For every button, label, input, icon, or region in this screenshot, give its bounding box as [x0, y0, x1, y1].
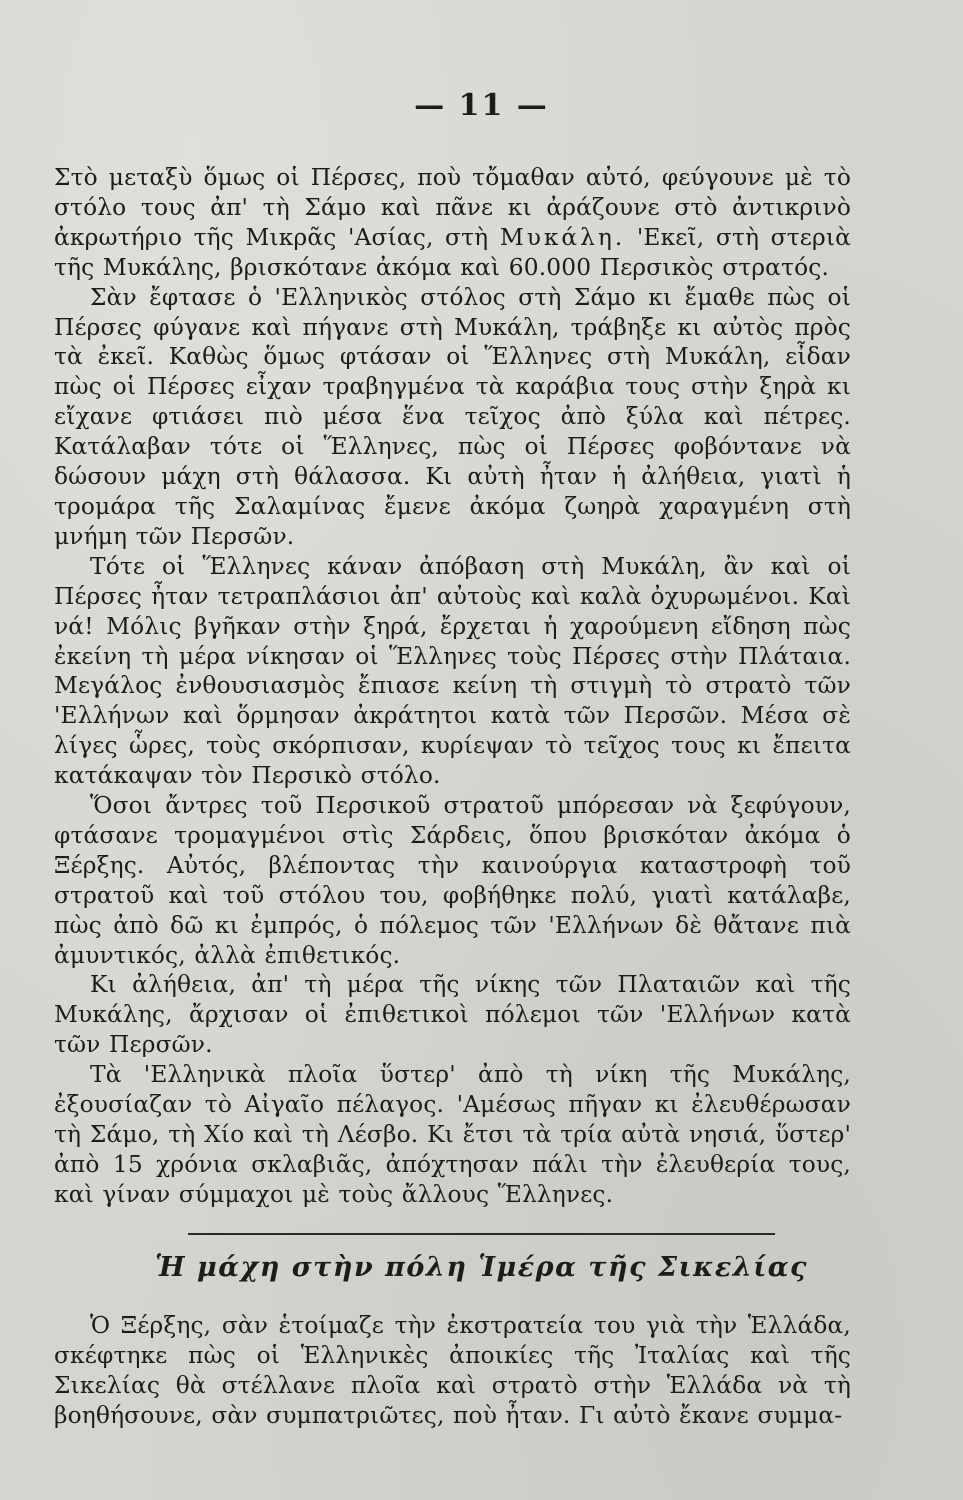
section-heading: Ἡ μάχη στὴν πόλη Ἱμέρα τῆς Σικελίας	[155, 1252, 808, 1283]
paragraph-3: Τότε οἱ Ἕλληνες κάναν ἀπόβαση στὴ Μυκάλη, ἂν καὶ οἱ Πέρσες ἦταν τετραπλάσιοι ἀπ' αὐτοὺς καὶ καλὰ ὀχυρωμένοι. Καὶ νά! Μόλις βγῆκαν στὴν ξηρά, ἔρχεται ἡ χαρούμενη εἴδηση πὼς ἐκείνη τὴ μέρα νίκησαν οἱ Ἕλληνες τοὺς Πέρσες στὴν Πλάταια. Μεγάλος ἐνθουσιασμὸς ἔπιασε κείνη τὴ στιγμὴ τὸ στρατὸ τῶν 'Ελλήνων καὶ ὅρμησαν ἀκράτητοι κατὰ τῶν Περσῶν. Μέσα σὲ λίγες ὧρες, τοὺς σκόρπισαν, κυρίεψαν τὸ τεῖχος τους κι ἔπειτα κατάκαψαν τὸν Περσικὸ στόλο.	[54, 552, 851, 790]
section-text	[54, 1311, 851, 1431]
paragraph-4: Ὅσοι ἄντρες τοῦ Περσικοῦ στρατοῦ μπόρεσαν νὰ ξεφύγουν, φτάσανε τρομαγμένοι στὶς Σάρδεις, ὅπου βρισκόταν ἀκόμα ὁ Ξέρξης. Αὐτός, βλέποντας τὴν καινούργια καταστροφὴ τοῦ στρατοῦ καὶ τοῦ στόλου του, φοβήθηκε πολύ, γιατὶ κατάλαβε, πὼς ἀπὸ δῶ κι ἐμπρός, ὁ πόλεμος τῶν 'Ελλήνων δὲ θἄτανε πιὰ ἀμυντικός, ἀλλὰ ἐπιθετικός.	[54, 792, 851, 969]
main-text	[54, 163, 851, 1210]
paragraph-1	[54, 163, 851, 283]
page-number: — 11 —	[414, 88, 549, 123]
section-divider	[188, 1233, 775, 1235]
paragraph-2: Σὰν ἔφτασε ὁ 'Ελληνικὸς στόλος στὴ Σάμο κι ἔμαθε πὼς οἱ Πέρσες φύγανε καὶ πήγανε στὴ Μυκάλη, τράβηξε κι αὐτὸς πρὸς τὰ ἐκεῖ. Καθὼς ὅμως φτάσαν οἱ Ἕλληνες στὴ Μυκάλη, εἶδαν πὼς οἱ Πέρσες εἶχαν τραβηγμένα τὰ καράβια τους στὴν ξηρὰ κι εἴχανε φτιάσει πιὸ μέσα ἕνα τεῖχος ἀπὸ ξύλα καὶ πέτρες. Κατάλαβαν τότε οἱ Ἕλληνες, πὼς οἱ Πέρσες φοβόντανε νὰ δώσουν μάχη στὴ θάλασσα. Κι αὐτὴ ἦταν ἡ ἀλήθεια, γιατὶ ἡ τρομάρα τῆς Σαλαμίνας ἔμενε ἀκόμα ζωηρὰ χαραγμένη στὴ μνήμη τῶν Περσῶν.	[54, 283, 851, 550]
section-paragraph-1: Ὁ Ξέρξης, σὰν ἑτοίμαζε τὴν ἐκστρατεία του γιὰ τὴν Ἑλλάδα, σκέφτηκε πὼς οἱ Ἑλληνικὲς ἀποικίες τῆς Ἰταλίας καὶ τῆς Σικελίας θὰ στέλλανε πλοῖα καὶ στρατὸ στὴν Ἑλλάδα νὰ τὴ βοηθήσουνε, σὰν συμπατριῶτες, ποὺ ἦταν. Γι αὐτὸ ἔκανε συμμα-	[54, 1312, 851, 1429]
paragraph-1-text: Στὸ μεταξὺ ὅμως οἱ Πέρσες, ποὺ τὄμαθαν αὐτό, φεύγουνε μὲ τὸ στόλο τους ἀπ' τὴ Σάμο καὶ πᾶνε κι ἀράζουνε στὸ ἀντικρινὸ ἀκρωτήριο τῆς Μικρᾶς 'Ασίας, στὴ	[54, 164, 851, 251]
paragraph-5: Κι ἀλήθεια, ἀπ' τὴ μέρα τῆς νίκης τῶν Πλαταιῶν καὶ τῆς Μυκάλης, ἄρχισαν οἱ ἐπιθετικοὶ πόλεμοι τῶν 'Ελλήνων κατὰ τῶν Περσῶν.	[54, 971, 851, 1059]
paragraph-6: Τὰ 'Ελληνικὰ πλοῖα ὕστερ' ἀπὸ τὴ νίκη τῆς Μυκάλης, ἐξουσίαζαν τὸ Αἰγαῖο πέλαγος. 'Αμέσως πῆγαν κι ἐλευθέρωσαν τὴ Σάμο, τὴ Χίο καὶ τὴ Λέσβο. Κι ἔτσι τὰ τρία αὐτὰ νησιά, ὕστερ' ἀπὸ 15 χρόνια σκλαβιᾶς, ἀπόχτησαν πάλι τὴν ἐλευθερία τους, καὶ γίναν σύμμαχοι μὲ τοὺς ἄλλους Ἕλληνες.	[54, 1061, 851, 1208]
place-name-mykali: Μυκάλη.	[499, 223, 626, 251]
paragraph-1-end: 'Εκεῖ, στὴ στεριὰ τῆς Μυκάλης, βρισκότανε ἀκόμα καὶ 60.000 Περσικὸς στρατός.	[54, 223, 852, 281]
